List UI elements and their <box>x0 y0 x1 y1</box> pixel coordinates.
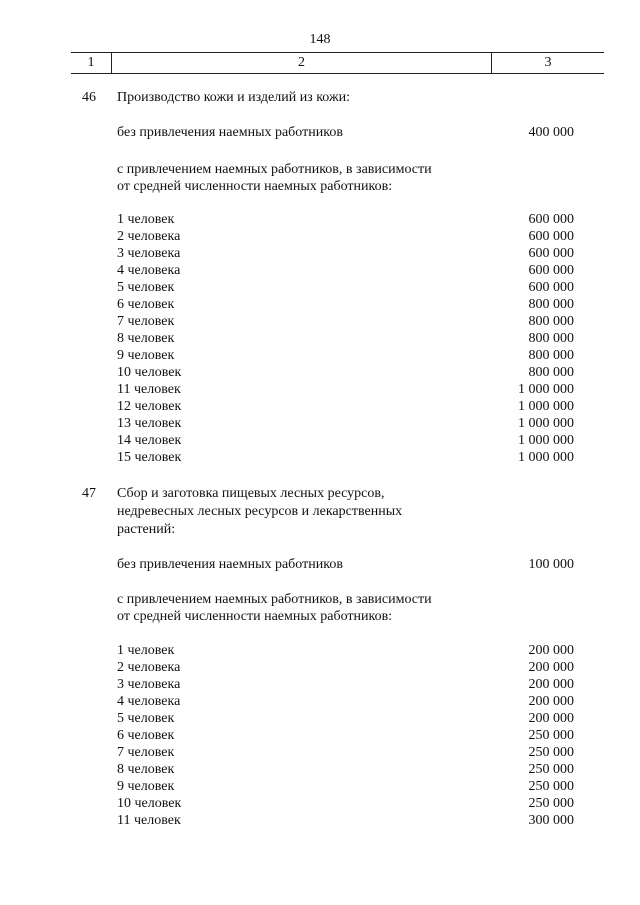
amount-value: 200 000 <box>528 643 574 658</box>
amount-value: 600 000 <box>528 263 574 278</box>
worker-count-label: 7 человек <box>117 745 175 760</box>
amount-value: 1 000 000 <box>518 450 574 465</box>
with-workers-label: от средней численности наемных работников: <box>117 179 393 194</box>
column-header-2: 2 <box>298 55 305 70</box>
without-workers-label: без привлечения наемных работников <box>117 557 343 572</box>
worker-count-label: 8 человек <box>117 331 175 346</box>
worker-count-label: 8 человек <box>117 762 175 777</box>
worker-count-label: 5 человек <box>117 280 175 295</box>
worker-count-label: 13 человек <box>117 416 182 431</box>
section-number: 47 <box>82 486 96 501</box>
worker-count-label: 10 человек <box>117 365 182 380</box>
worker-count-label: 9 человек <box>117 348 175 363</box>
amount-value: 200 000 <box>528 711 574 726</box>
amount-value: 800 000 <box>528 297 574 312</box>
amount-value: 800 000 <box>528 365 574 380</box>
worker-count-label: 6 человек <box>117 728 175 743</box>
amount-value: 250 000 <box>528 796 574 811</box>
worker-count-label: 7 человек <box>117 314 175 329</box>
worker-count-label: 3 человека <box>117 677 181 692</box>
without-workers-value: 100 000 <box>528 557 574 572</box>
amount-value: 600 000 <box>528 246 574 261</box>
worker-count-label: 11 человек <box>117 382 181 397</box>
amount-value: 600 000 <box>528 212 574 227</box>
worker-count-label: 6 человек <box>117 297 175 312</box>
amount-value: 800 000 <box>528 314 574 329</box>
worker-count-label: 10 человек <box>117 796 182 811</box>
page-number: 148 <box>309 32 331 47</box>
worker-count-label: 2 человека <box>117 229 181 244</box>
worker-count-label: 11 человек <box>117 813 181 828</box>
worker-count-label: 3 человека <box>117 246 181 261</box>
section-title: Производство кожи и изделий из кожи: <box>117 90 351 105</box>
worker-count-label: 1 человек <box>117 643 175 658</box>
worker-count-label: 2 человека <box>117 660 181 675</box>
without-workers-label: без привлечения наемных работников <box>117 125 343 140</box>
amount-value: 600 000 <box>528 229 574 244</box>
section-title: Сбор и заготовка пищевых лесных ресурсов, <box>117 486 385 501</box>
section-title: недревесных лесных ресурсов и лекарственных <box>117 504 403 519</box>
amount-value: 1 000 000 <box>518 416 574 431</box>
amount-value: 200 000 <box>528 677 574 692</box>
worker-count-label: 1 человек <box>117 212 175 227</box>
worker-count-label: 14 человек <box>117 433 182 448</box>
amount-value: 200 000 <box>528 694 574 709</box>
worker-count-label: 4 человека <box>117 694 181 709</box>
with-workers-label: с привлечением наемных работников, в зависимости <box>117 162 432 177</box>
amount-value: 1 000 000 <box>518 399 574 414</box>
column-header-3: 3 <box>544 55 552 70</box>
with-workers-label: от средней численности наемных работников: <box>117 609 393 624</box>
with-workers-label: с привлечением наемных работников, в зависимости <box>117 592 432 607</box>
amount-value: 300 000 <box>528 813 574 828</box>
amount-value: 250 000 <box>528 728 574 743</box>
section-title: растений: <box>117 522 176 537</box>
amount-value: 250 000 <box>528 779 574 794</box>
worker-count-label: 5 человек <box>117 711 175 726</box>
amount-value: 1 000 000 <box>518 433 574 448</box>
amount-value: 600 000 <box>528 280 574 295</box>
without-workers-value: 400 000 <box>528 125 574 140</box>
amount-value: 250 000 <box>528 762 574 777</box>
amount-value: 200 000 <box>528 660 574 675</box>
worker-count-label: 12 человек <box>117 399 182 414</box>
amount-value: 250 000 <box>528 745 574 760</box>
worker-count-label: 4 человека <box>117 263 181 278</box>
section-number: 46 <box>82 90 96 105</box>
amount-value: 800 000 <box>528 331 574 346</box>
worker-count-label: 9 человек <box>117 779 175 794</box>
column-header-row <box>71 52 604 74</box>
amount-value: 1 000 000 <box>518 382 574 397</box>
amount-value: 800 000 <box>528 348 574 363</box>
column-header-1: 1 <box>87 55 95 70</box>
worker-count-label: 15 человек <box>117 450 182 465</box>
